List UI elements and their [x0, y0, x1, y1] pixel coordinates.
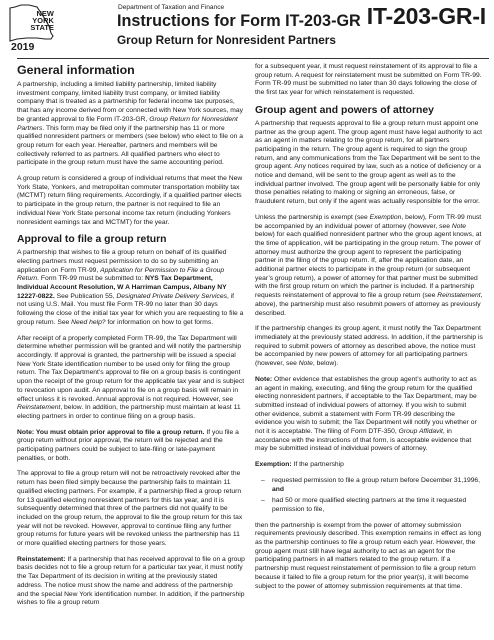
paragraph-prior-approval-note: Note: You must obtain prior approval to file a group return. If you file a group return without prior approval, the return will be rejected and the participating partners could be subject to late-filing or late-payment penalties, or both.: [17, 428, 239, 462]
paragraph-exemption-details: then the partnership is exempt from the power of attorney submission requirements previously described. This exemption remains in effect as long as the partnership continues to file a group return each year. However, the group agent must still have legal authority to act as an agent for the participating partners in all matters related to the group return. If a partnership must request reinstatement of permission to file a group return because it failed to file a group return for the prior year(s), it will become subject to the power of attorney submission requirements at that time.: [255, 521, 482, 590]
paragraph-group-return-definition: A group return is considered a group of individual returns that meet the New York State, Yonkers, and metropolitan commuter transportation mobility tax (MCTMT) return filing requirements. Accordingly, if a qualified partner elects to participate in the group return, the partner is not required to file an individual New York State personal income tax return (including Yonkers nonresident earnings tax and MCTMT) for the year.: [17, 175, 243, 226]
page-title: Instructions for Form IT-203-GR: [117, 12, 361, 30]
paragraph-approval-notification: After receipt of a properly completed Form TR-99, the Tax Department will determine whether permission will be granted and will notify the partnership accordingly. If approval is granted, the partnership will be issued a special New York State identification number to be used only for filing the group return. The Tax Department’s approval to file on a group basis is contingent upon the receipt of the group return for the applicable tax year and is subject to revocation upon audit. An approval to file on a group basis will remain in effect unless it is revoked. Annual approval is not required. However, see Reinstatement, below. In addition, the partnership must maintain at least 11 electing partners in order to continue filing on a group basis.: [17, 334, 245, 420]
paragraph-exemption: Exemption: If the partnership: [255, 461, 344, 469]
right-column: [255, 63, 483, 598]
paragraph-reinstatement-continued: for a subsequent year, it must request reinstatement of its approval to file a group return. A request for reinstatement must be submitted on Form TR-99. Form TR-99 must be submitted no later than 30 days following the close of the first tax year for which reinstatement is requested.: [255, 63, 482, 97]
list-item: – requested permission to file a group return before December 31,1996, and: [255, 477, 483, 494]
heading-group-agent: Group agent and powers of attorney: [255, 104, 434, 116]
logo-text-new: NEW: [36, 9, 54, 18]
paragraph-power-of-attorney: Unless the partnership is exempt (see Exemption, below), Form TR-99 must be accompanied by an individual power of attorney (however, see Note below) for each qualified nonresident partner who the group agent knows, at the time of application, will be participating in the group return. The power of attorney must authorize the group agent to represent the participating partner in the filing of the group return. If, after the application date, an additional partner elects to participate in the group return (or subsequent year’s group return), a power of attorney for that partner must be submitted with the first group return on which the partner is included. If a partnership requests reinstatement of approval to file a group return (see Reinstatement, above), the partnership must also resubmit powers of attorney as previously described.: [255, 213, 483, 317]
paragraph-agent-change: If the partnership changes its group agent, it must notify the Tax Department immediately at the previously stated address. In addition, if the partnership is required to submit powers of attorney as described above, the notice must be accompanied by new powers of attorney for all participating partners (however, see Note, below).: [255, 325, 483, 368]
heading-general-information: General information: [17, 63, 135, 77]
form-number: IT-203-GR-I: [366, 3, 486, 29]
list-item: – had 50 or more qualified electing partners at the time it requested permission to file,: [255, 497, 483, 514]
logo-text-york: YORK: [32, 16, 54, 25]
page-subtitle: Group Return for Nonresident Partners: [117, 33, 336, 47]
paragraph-revocation: The approval to file a group return will not be retroactively revoked after the return has been filed simply because the partnership fails to maintain 11 qualified electing partners. For example, if a partnership filed a group return for 13 qualified electing nonresident partners for this tax year, and it is subsequently determined that three of the partners did not qualify to be included on the group return, the approval to file the group return for this tax year will not be revoked. However, approval to continue filing any further group returns for future years will be revoked unless the partnership has 11 or more qualified electing partners for those years.: [17, 470, 243, 548]
department-name: Department of Taxation and Finance: [118, 4, 225, 11]
paragraph-other-evidence-note: Note: Other evidence that establishes the group agent’s authority to act as an agent in making, executing, and filing the group return for the qualified electing nonresident partners, if acceptable to the Tax Department, may be submitted instead of individual powers of attorney. If you wish to submit other evidence, submit a statement with Form TR-99 describing the evidence you wish to submit; the Tax Department will notify you whether or not it is acceptable. The filing of Form DTF-350, Group Affidavit, in accordance with the instructions of that form, is acceptable evidence that may be submitted instead of individual powers of attorney.: [255, 375, 477, 453]
exemption-list: [255, 477, 483, 515]
nys-logo: [7, 3, 57, 55]
logo-text-state: STATE: [30, 23, 54, 32]
heading-approval: Approval to file a group return: [17, 234, 167, 246]
tax-year: 2019: [11, 41, 35, 53]
paragraph-reinstatement: Reinstatement: If a partnership that has received approval to file on a group basis decides not to file a group return for a particular tax year, it must notify the Tax Department of its decision in writing at the previously stated address. The notice must show the name and address of the partnership and the special New York identification number. In addition, if the partnership wishes to file a group return: [17, 555, 245, 607]
left-column: [17, 63, 245, 615]
paragraph-eligibility: A partnership, including a limited liability partnership, limited liability investment company, limited liability trust company, or limited liability company that is treated as a partnership for federal income tax purposes, that has any income derived from or connected with New York sources, may be granted approval to file Form IT-203-GR, Group Return for Nonresident Partners. This form may be filed only if the partnership has 11 or more qualified nonresident partners or members (see below) who elect to file on a group return for each year. Hereafter, partners and members will be collectively referred to as partners. All qualified partners who elect to participate in the group return must have the same accounting period.: [17, 81, 243, 167]
paragraph-group-agent: A partnership that requests approval to file a group return must appoint one partner as the group agent. The group agent must have legal authority to act as an agent in matters relating to the group return, for all partners participating in the return. The group agent is required to sign the group return, and any communications from the Tax Department will be sent to the group agent. Any notices required by law, such as a notice of deficiency or a notice and demand, will be sent to the group agent as well as to the individual partner involved. The group agent will be personally liable for only those penalties relating to making or signing an erroneous, false, or fraudulent return, but only if the agent was actually responsible for the error.: [255, 119, 482, 206]
page-header: [0, 0, 494, 58]
header-divider: [17, 58, 489, 59]
paragraph-approval-application: A partnership that wishes to file a group return on behalf of its qualified electing partners must request permission to do so by submitting an application on Form TR-99, Application for Permission to File a Group Return. Form TR-99 must be submitted to: NYS Tax Department, Individual Account Resolution, W A Harriman Campus, Albany NY 12227-0822. See Publication 55, Designated Private Delivery Services, if not using U.S. Mail. You must file Form TR-99 no later than 30 days following the close of the initial tax year for which you are requesting to file a group return. See Need help? for information on how to get forms.: [17, 249, 244, 326]
